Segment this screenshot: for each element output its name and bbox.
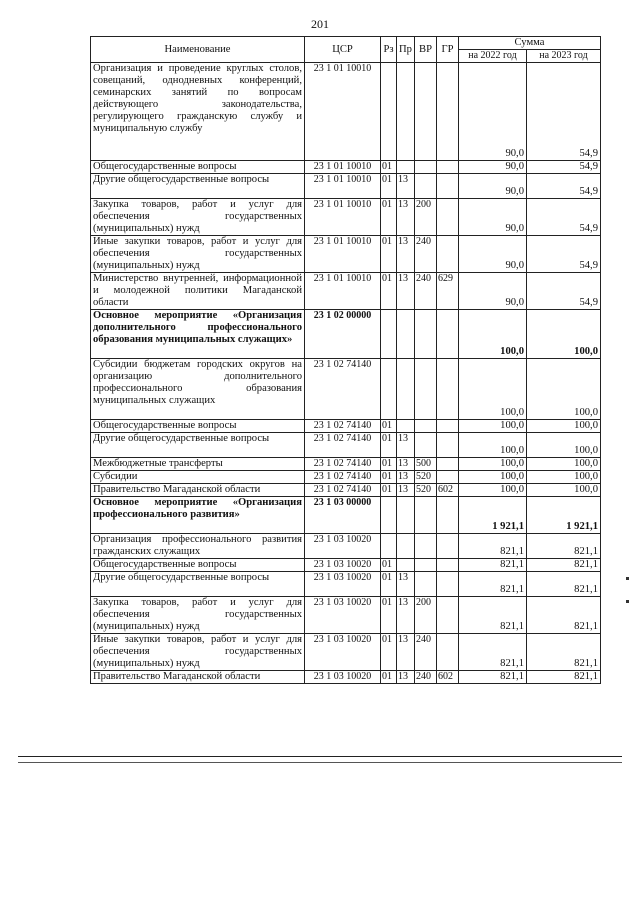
row-vr	[415, 174, 437, 199]
row-sum-2022: 100,0	[459, 484, 527, 497]
row-sum-2023: 821,1	[527, 572, 601, 597]
table-row	[91, 497, 601, 534]
row-sum-2022: 90,0	[459, 236, 527, 273]
row-pr	[397, 63, 415, 161]
row-name: Общегосударственные вопросы	[91, 420, 305, 433]
row-name: Другие общегосударственные вопросы	[91, 174, 305, 199]
row-name: Правительство Магаданской области	[91, 484, 305, 497]
row-gr	[437, 458, 459, 471]
table-row	[91, 63, 601, 161]
row-name: Другие общегосударственные вопросы	[91, 433, 305, 458]
row-sum-2022: 90,0	[459, 63, 527, 161]
row-csr: 23 1 03 10020	[305, 634, 381, 671]
row-vr: 200	[415, 199, 437, 236]
row-name: Субсидии бюджетам городских округов на организацию дополнительного профессионального образования муниципальных служащих	[91, 359, 305, 420]
row-name: Организация и проведение круглых столов, совещаний, однодневных конференций, семинарских занятий по вопросам действующего законодательства, регулирующего гражданскую службу и муниципальную службу	[91, 63, 305, 161]
row-name: Закупка товаров, работ и услуг для обеспечения государственных (муниципальных) нужд	[91, 199, 305, 236]
row-gr	[437, 63, 459, 161]
row-csr: 23 1 01 10010	[305, 63, 381, 161]
row-gr	[437, 174, 459, 199]
row-pr	[397, 161, 415, 174]
row-sum-2022: 821,1	[459, 634, 527, 671]
table-row	[91, 359, 601, 420]
row-sum-2023: 100,0	[527, 471, 601, 484]
row-csr: 23 1 02 00000	[305, 310, 381, 359]
row-csr: 23 1 03 10020	[305, 671, 381, 684]
row-sum-2023: 821,1	[527, 671, 601, 684]
row-vr	[415, 310, 437, 359]
table-row	[91, 236, 601, 273]
row-sum-2022: 100,0	[459, 458, 527, 471]
budget-table	[90, 36, 601, 684]
row-sum-2023: 100,0	[527, 420, 601, 433]
row-pr: 13	[397, 471, 415, 484]
row-csr: 23 1 02 74140	[305, 484, 381, 497]
row-rz	[381, 63, 397, 161]
table-row	[91, 559, 601, 572]
row-vr	[415, 63, 437, 161]
table-row	[91, 634, 601, 671]
row-pr	[397, 420, 415, 433]
table-row	[91, 161, 601, 174]
row-gr	[437, 634, 459, 671]
row-rz	[381, 534, 397, 559]
row-pr	[397, 534, 415, 559]
row-sum-2023: 54,9	[527, 273, 601, 310]
row-pr: 13	[397, 484, 415, 497]
table-row	[91, 273, 601, 310]
row-rz: 01	[381, 161, 397, 174]
row-gr	[437, 534, 459, 559]
row-gr: 602	[437, 484, 459, 497]
header-year-2023: на 2023 год	[527, 50, 601, 63]
table-row	[91, 458, 601, 471]
row-sum-2023: 54,9	[527, 161, 601, 174]
row-pr	[397, 559, 415, 572]
row-rz: 01	[381, 433, 397, 458]
table-row	[91, 310, 601, 359]
row-vr: 240	[415, 671, 437, 684]
row-sum-2022: 100,0	[459, 420, 527, 433]
table-row	[91, 174, 601, 199]
row-sum-2022: 821,1	[459, 534, 527, 559]
row-gr	[437, 597, 459, 634]
header-year-2022: на 2022 год	[459, 50, 527, 63]
row-name: Иные закупки товаров, работ и услуг для обеспечения государственных (муниципальных) нужд	[91, 634, 305, 671]
row-csr: 23 1 01 10010	[305, 174, 381, 199]
row-name: Организация профессионального развития гражданских служащих	[91, 534, 305, 559]
row-csr: 23 1 01 10010	[305, 161, 381, 174]
row-name: Общегосударственные вопросы	[91, 161, 305, 174]
row-gr	[437, 572, 459, 597]
footer-divider-thin	[18, 762, 622, 763]
table-row	[91, 597, 601, 634]
row-sum-2022: 90,0	[459, 174, 527, 199]
row-csr: 23 1 01 10010	[305, 236, 381, 273]
row-pr	[397, 497, 415, 534]
row-pr: 13	[397, 174, 415, 199]
row-gr	[437, 420, 459, 433]
row-vr: 500	[415, 458, 437, 471]
row-sum-2023: 100,0	[527, 359, 601, 420]
table-row	[91, 671, 601, 684]
row-csr: 23 1 02 74140	[305, 458, 381, 471]
row-rz	[381, 310, 397, 359]
row-name: Закупка товаров, работ и услуг для обеспечения государственных (муниципальных) нужд	[91, 597, 305, 634]
row-csr: 23 1 02 74140	[305, 359, 381, 420]
row-gr: 629	[437, 273, 459, 310]
row-csr: 23 1 03 10020	[305, 559, 381, 572]
row-gr: 602	[437, 671, 459, 684]
row-sum-2023: 100,0	[527, 458, 601, 471]
row-rz: 01	[381, 458, 397, 471]
row-sum-2023: 54,9	[527, 236, 601, 273]
row-pr: 13	[397, 433, 415, 458]
row-rz: 01	[381, 273, 397, 310]
table-row	[91, 484, 601, 497]
row-gr	[437, 161, 459, 174]
header-csr: ЦСР	[305, 37, 381, 63]
row-vr	[415, 559, 437, 572]
header-vr: ВР	[415, 37, 437, 63]
table-row	[91, 471, 601, 484]
row-csr: 23 1 02 74140	[305, 433, 381, 458]
row-rz	[381, 359, 397, 420]
row-sum-2023: 100,0	[527, 433, 601, 458]
row-sum-2023: 821,1	[527, 534, 601, 559]
row-sum-2023: 821,1	[527, 559, 601, 572]
row-vr	[415, 161, 437, 174]
row-sum-2023: 54,9	[527, 63, 601, 161]
row-pr: 13	[397, 199, 415, 236]
row-rz: 01	[381, 199, 397, 236]
row-vr	[415, 433, 437, 458]
row-name: Иные закупки товаров, работ и услуг для обеспечения государственных (муниципальных) нужд	[91, 236, 305, 273]
row-vr	[415, 534, 437, 559]
row-vr: 240	[415, 273, 437, 310]
header-pr: Пр	[397, 37, 415, 63]
row-pr	[397, 359, 415, 420]
row-csr: 23 1 01 10010	[305, 199, 381, 236]
row-name: Правительство Магаданской области	[91, 671, 305, 684]
row-sum-2023: 100,0	[527, 310, 601, 359]
row-csr: 23 1 03 10020	[305, 572, 381, 597]
row-sum-2023: 54,9	[527, 174, 601, 199]
row-sum-2022: 90,0	[459, 199, 527, 236]
footer-divider	[18, 756, 622, 757]
page-number: 201	[311, 17, 329, 31]
row-rz: 01	[381, 671, 397, 684]
row-name: Субсидии	[91, 471, 305, 484]
row-name: Министерство внутренней, информационной и молодежной политики Магаданской области	[91, 273, 305, 310]
row-gr	[437, 471, 459, 484]
row-csr: 23 1 02 74140	[305, 471, 381, 484]
table-row	[91, 433, 601, 458]
row-sum-2022: 100,0	[459, 359, 527, 420]
row-rz: 01	[381, 174, 397, 199]
table-row	[91, 572, 601, 597]
row-rz	[381, 497, 397, 534]
row-sum-2023: 821,1	[527, 597, 601, 634]
row-name: Общегосударственные вопросы	[91, 559, 305, 572]
row-csr: 23 1 01 10010	[305, 273, 381, 310]
header-name: Наименование	[91, 37, 305, 63]
row-sum-2022: 90,0	[459, 161, 527, 174]
row-sum-2022: 821,1	[459, 572, 527, 597]
header-gr: ГР	[437, 37, 459, 63]
row-pr: 13	[397, 458, 415, 471]
row-gr	[437, 199, 459, 236]
row-gr	[437, 236, 459, 273]
row-csr: 23 1 02 74140	[305, 420, 381, 433]
row-name: Основное мероприятие «Организация профессионального развития»	[91, 497, 305, 534]
row-vr	[415, 420, 437, 433]
row-vr: 200	[415, 597, 437, 634]
row-sum-2023: 100,0	[527, 484, 601, 497]
row-gr	[437, 559, 459, 572]
row-rz: 01	[381, 236, 397, 273]
row-sum-2022: 90,0	[459, 273, 527, 310]
row-gr	[437, 359, 459, 420]
header-rz: Рз	[381, 37, 397, 63]
row-vr: 520	[415, 484, 437, 497]
row-rz: 01	[381, 597, 397, 634]
table-row	[91, 199, 601, 236]
row-csr: 23 1 03 10020	[305, 534, 381, 559]
header-sum: Сумма	[459, 37, 601, 50]
margin-marks	[626, 577, 630, 617]
row-gr	[437, 433, 459, 458]
row-vr: 240	[415, 236, 437, 273]
row-name: Основное мероприятие «Организация дополнительного профессионального образования муниципальных служащих»	[91, 310, 305, 359]
row-sum-2022: 100,0	[459, 433, 527, 458]
row-sum-2022: 821,1	[459, 671, 527, 684]
row-rz: 01	[381, 634, 397, 671]
row-name: Межбюджетные трансферты	[91, 458, 305, 471]
row-rz: 01	[381, 420, 397, 433]
row-vr	[415, 572, 437, 597]
row-vr: 520	[415, 471, 437, 484]
row-sum-2022: 821,1	[459, 597, 527, 634]
row-pr: 13	[397, 236, 415, 273]
table-body	[91, 63, 601, 684]
row-rz: 01	[381, 471, 397, 484]
row-csr: 23 1 03 00000	[305, 497, 381, 534]
row-sum-2022: 1 921,1	[459, 497, 527, 534]
row-rz: 01	[381, 559, 397, 572]
row-pr: 13	[397, 572, 415, 597]
row-vr	[415, 497, 437, 534]
row-rz: 01	[381, 484, 397, 497]
row-sum-2022: 100,0	[459, 310, 527, 359]
row-gr	[437, 310, 459, 359]
row-sum-2023: 1 921,1	[527, 497, 601, 534]
row-sum-2022: 821,1	[459, 559, 527, 572]
row-csr: 23 1 03 10020	[305, 597, 381, 634]
row-sum-2023: 821,1	[527, 634, 601, 671]
table-row	[91, 420, 601, 433]
row-sum-2022: 100,0	[459, 471, 527, 484]
row-pr: 13	[397, 634, 415, 671]
row-name: Другие общегосударственные вопросы	[91, 572, 305, 597]
table-row	[91, 534, 601, 559]
row-vr	[415, 359, 437, 420]
row-sum-2023: 54,9	[527, 199, 601, 236]
row-rz: 01	[381, 572, 397, 597]
row-vr: 240	[415, 634, 437, 671]
row-gr	[437, 497, 459, 534]
row-pr: 13	[397, 273, 415, 310]
row-pr: 13	[397, 671, 415, 684]
row-pr	[397, 310, 415, 359]
row-pr: 13	[397, 597, 415, 634]
